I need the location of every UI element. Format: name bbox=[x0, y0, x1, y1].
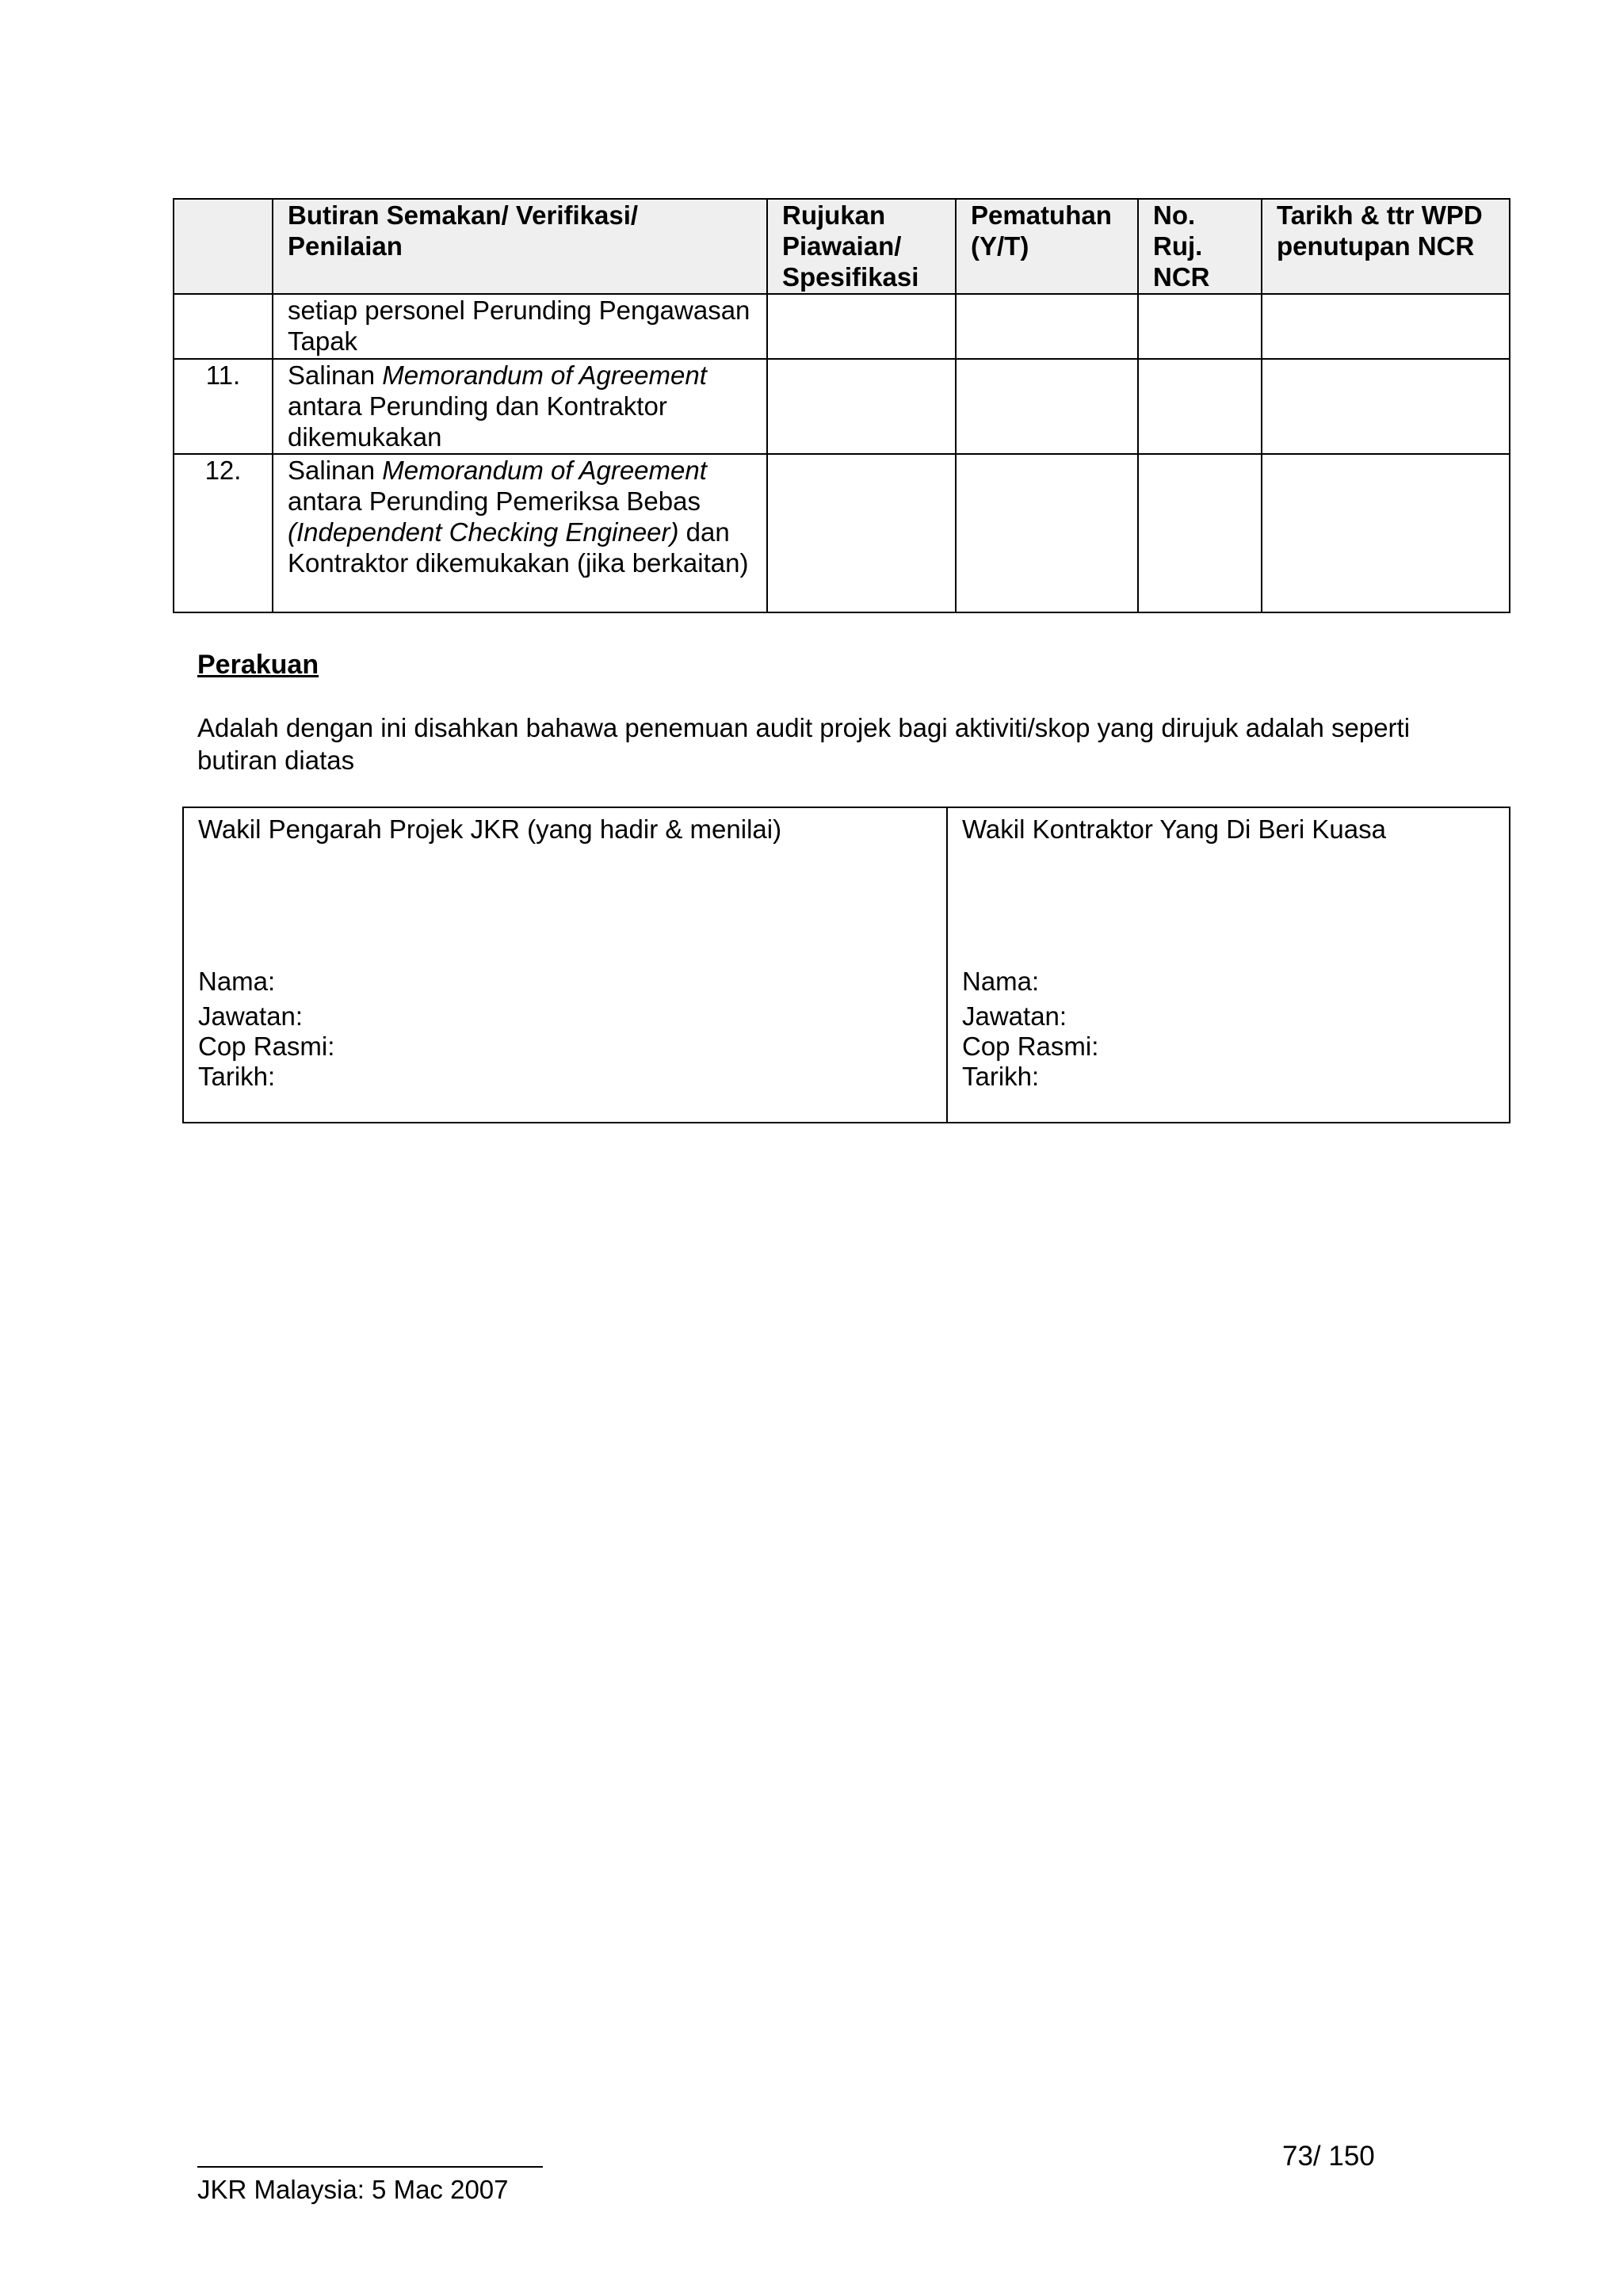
header-ncr-ref: No. Ruj. NCR bbox=[1138, 199, 1262, 294]
reference-cell bbox=[767, 294, 956, 359]
row-text-italic: Memorandum of Agreement bbox=[382, 456, 707, 485]
declaration-text: Adalah dengan ini disahkan bahawa penemuan audit projek bagi aktiviti/skop yang dirujuk adalah seperti butiran diatas bbox=[197, 713, 1411, 775]
table-row bbox=[174, 359, 1510, 454]
declaration-title: Perakuan bbox=[197, 650, 319, 680]
contractor-representative-heading: Wakil Kontraktor Yang Di Beri Kuasa bbox=[962, 814, 1386, 844]
ncr-ref-cell bbox=[1138, 454, 1262, 612]
row-text-italic: Memorandum of Agreement bbox=[382, 360, 707, 390]
row-text: Salinan bbox=[288, 360, 383, 390]
contractor-representative-box bbox=[947, 807, 1510, 1123]
official-stamp-label: Cop Rasmi: bbox=[962, 1032, 1099, 1061]
ncr-closing-cell bbox=[1262, 359, 1510, 454]
checklist-table bbox=[173, 198, 1510, 613]
table-row bbox=[174, 454, 1510, 612]
ncr-ref-cell bbox=[1138, 294, 1262, 359]
compliance-cell bbox=[956, 294, 1138, 359]
row-text: antara Perunding dan Kontraktor dikemukakan bbox=[288, 391, 667, 452]
name-field-label: Nama: bbox=[962, 967, 1040, 996]
ncr-ref-cell bbox=[1138, 359, 1262, 454]
row-description bbox=[273, 294, 767, 359]
date-field-label: Tarikh: bbox=[198, 1062, 276, 1091]
footer-divider bbox=[197, 2166, 543, 2168]
header-details: Butiran Semakan/ Verifikasi/ Penilaian bbox=[273, 199, 767, 294]
row-number: 11. bbox=[174, 359, 273, 454]
signature-table bbox=[182, 807, 1510, 1123]
position-field-label: Jawatan: bbox=[962, 1001, 1067, 1031]
row-number bbox=[174, 294, 273, 359]
row-text: setiap personel Perunding Pengawasan Tapak bbox=[288, 296, 750, 356]
jkr-representative-heading: Wakil Pengarah Projek JKR (yang hadir & menilai) bbox=[198, 814, 782, 844]
reference-cell bbox=[767, 454, 956, 612]
jkr-representative-box bbox=[183, 807, 947, 1123]
table-header-row bbox=[174, 199, 1510, 294]
table-row bbox=[174, 294, 1510, 359]
ncr-closing-cell bbox=[1262, 454, 1510, 612]
row-text: dan Kontraktor dikemukakan (jika berkaitan) bbox=[288, 517, 749, 578]
page-number: 73/ 150 bbox=[1282, 2141, 1375, 2172]
ncr-closing-cell bbox=[1262, 294, 1510, 359]
header-ncr-closing: Tarikh & ttr WPD penutupan NCR bbox=[1262, 199, 1510, 294]
row-description bbox=[273, 454, 767, 612]
compliance-cell bbox=[956, 359, 1138, 454]
date-field-label: Tarikh: bbox=[962, 1062, 1040, 1091]
name-field-label: Nama: bbox=[198, 967, 276, 996]
footer-text: JKR Malaysia: 5 Mac 2007 bbox=[197, 2175, 509, 2204]
row-number: 12. bbox=[174, 454, 273, 612]
reference-cell bbox=[767, 359, 956, 454]
row-text: antara Perunding Pemeriksa Bebas bbox=[288, 486, 701, 516]
signature-row bbox=[183, 807, 1510, 1123]
row-text: Salinan bbox=[288, 456, 383, 485]
row-text-italic: (Independent Checking Engineer) bbox=[288, 517, 679, 547]
jkr-signature-fields bbox=[198, 967, 334, 1092]
position-field-label: Jawatan: bbox=[198, 1001, 304, 1031]
header-number bbox=[174, 199, 273, 294]
row-description bbox=[273, 359, 767, 454]
contractor-signature-fields bbox=[962, 967, 1098, 1092]
header-compliance: Pematuhan (Y/T) bbox=[956, 199, 1138, 294]
official-stamp-label: Cop Rasmi: bbox=[198, 1032, 335, 1061]
compliance-cell bbox=[956, 454, 1138, 612]
header-reference: Rujukan Piawaian/ Spesifikasi bbox=[767, 199, 956, 294]
